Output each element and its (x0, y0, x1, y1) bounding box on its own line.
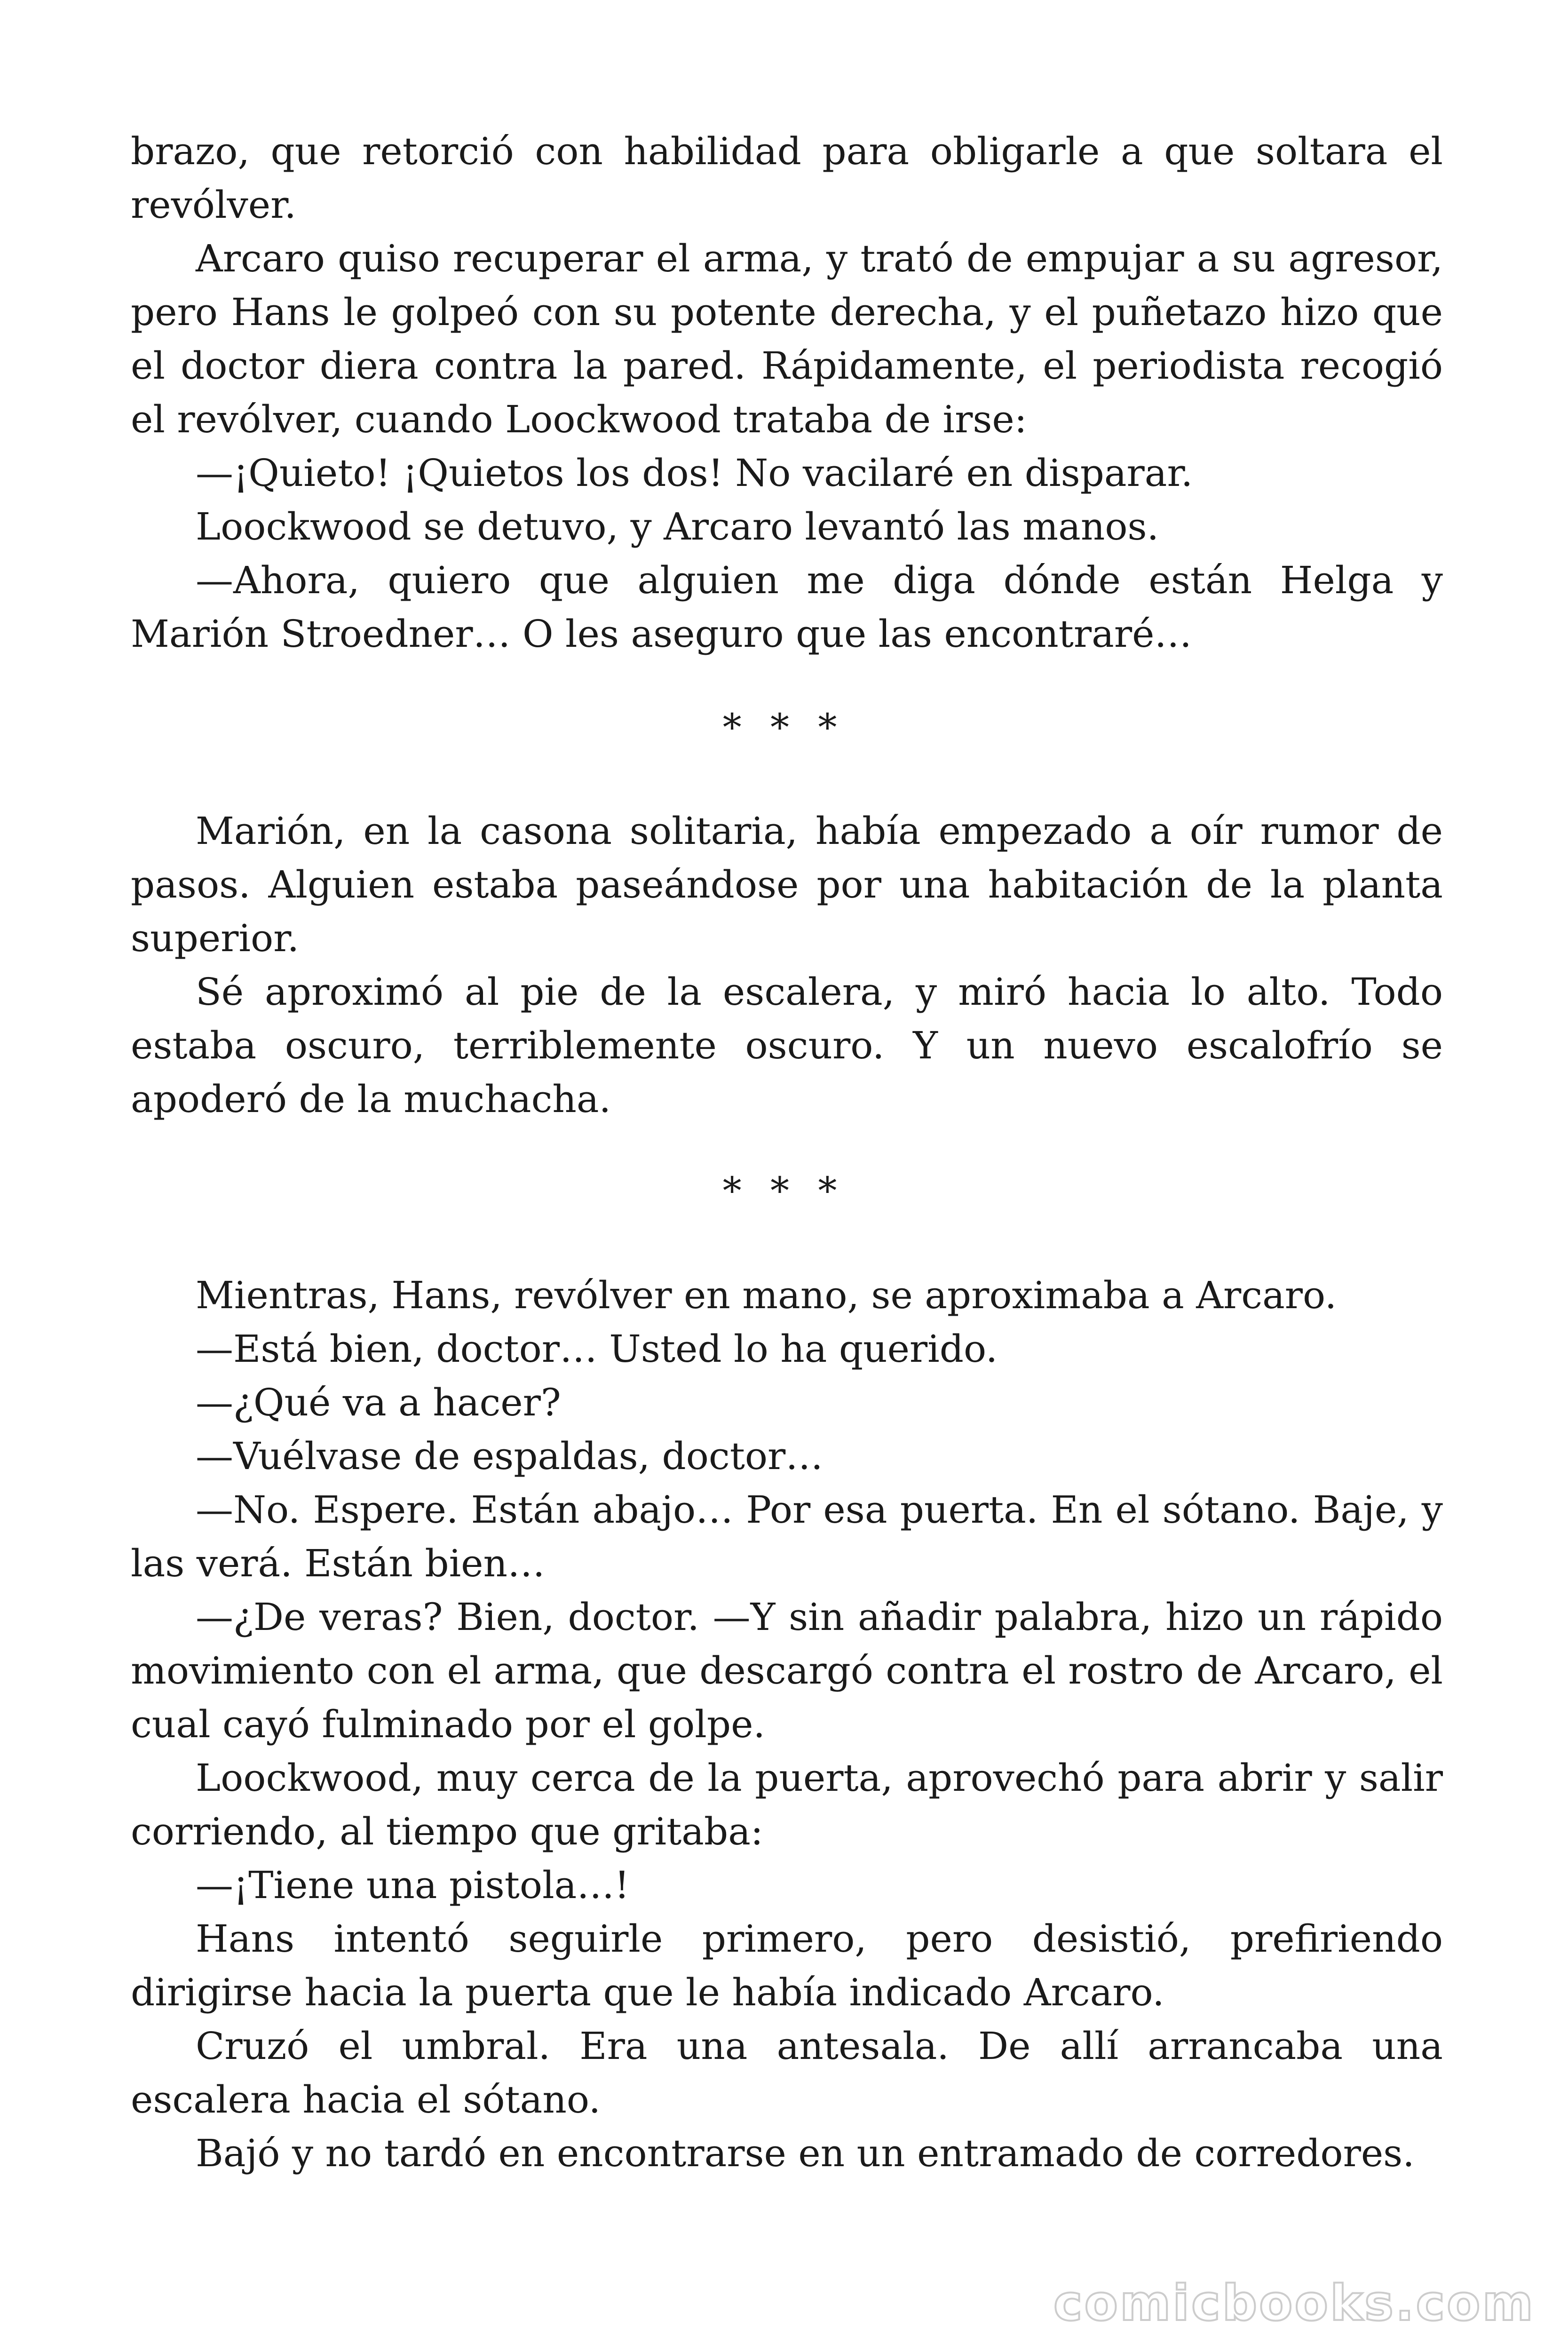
section-separator: * * * (722, 706, 846, 749)
paragraph: —Está bien, doctor… Usted lo ha querido. (196, 1327, 998, 1371)
text-section-1 (131, 125, 1443, 661)
text-section-3 (131, 1269, 1443, 2180)
paragraph: —Vuélvase de espaldas, doctor… (196, 1434, 824, 1478)
paragraph: Cruzó el umbral. Era una antesala. De allí arrancaba una escalera hacia el sótano. (131, 2024, 1443, 2122)
paragraph: —Ahora, quiero que alguien me diga dónde están Helga y Marión Stroedner… O les aseguro que las encontraré… (131, 558, 1443, 656)
paragraph: Marión, en la casona solitaria, había empezado a oír rumor de pasos. Alguien estaba paseándose por una habitación de la planta superior. (131, 809, 1443, 960)
paragraph: —¿De veras? Bien, doctor. —Y sin añadir palabra, hizo un rápido movimiento con el arma, que descargó contra el rostro de Arcaro, el cual cayó fulminado por el golpe. (131, 1595, 1443, 1746)
watermark: comicbooks.com (1053, 2274, 1535, 2332)
paragraph: Mientras, Hans, revólver en mano, se aproximaba a Arcaro. (196, 1273, 1337, 1317)
paragraph: Loockwood, muy cerca de la puerta, aprovechó para abrir y salir corriendo, al tiempo que gritaba: (131, 1756, 1443, 1853)
paragraph: Hans intentó seguirle primero, pero desistió, prefiriendo dirigirse hacia la puerta que le había indicado Arcaro. (131, 1917, 1443, 2014)
paragraph: brazo, que retorció con habilidad para obligarle a que soltara el revólver. (131, 129, 1443, 227)
paragraph: Bajó y no tardó en encontrarse en un entramado de corredores. (196, 2131, 1415, 2175)
paragraph: Sé aproximó al pie de la escalera, y miró hacia lo alto. Todo estaba oscuro, terriblemente oscuro. Y un nuevo escalofrío se apoderó de la muchacha. (131, 970, 1443, 1121)
paragraph: Loockwood se detuvo, y Arcaro levantó las manos. (196, 505, 1159, 548)
paragraph: —¡Quieto! ¡Quietos los dos! No vacilaré en disparar. (196, 451, 1193, 495)
paragraph: Arcaro quiso recuperar el arma, y trató de empujar a su agresor, pero Hans le golpeó con su potente derecha, y el puñetazo hizo que el doctor diera contra la pared. Rápidamente, el periodista recogió el revólver, cuando Loockwood trataba de irse: (131, 237, 1443, 441)
paragraph: —No. Espere. Están abajo… Por esa puerta. En el sótano. Baje, y las verá. Están bien… (131, 1488, 1443, 1585)
paragraph: —¡Tiene una pistola…! (196, 1863, 630, 1907)
paragraph: —¿Qué va a hacer? (196, 1381, 561, 1424)
text-section-2 (131, 804, 1443, 1126)
section-separator: * * * (722, 1169, 846, 1213)
